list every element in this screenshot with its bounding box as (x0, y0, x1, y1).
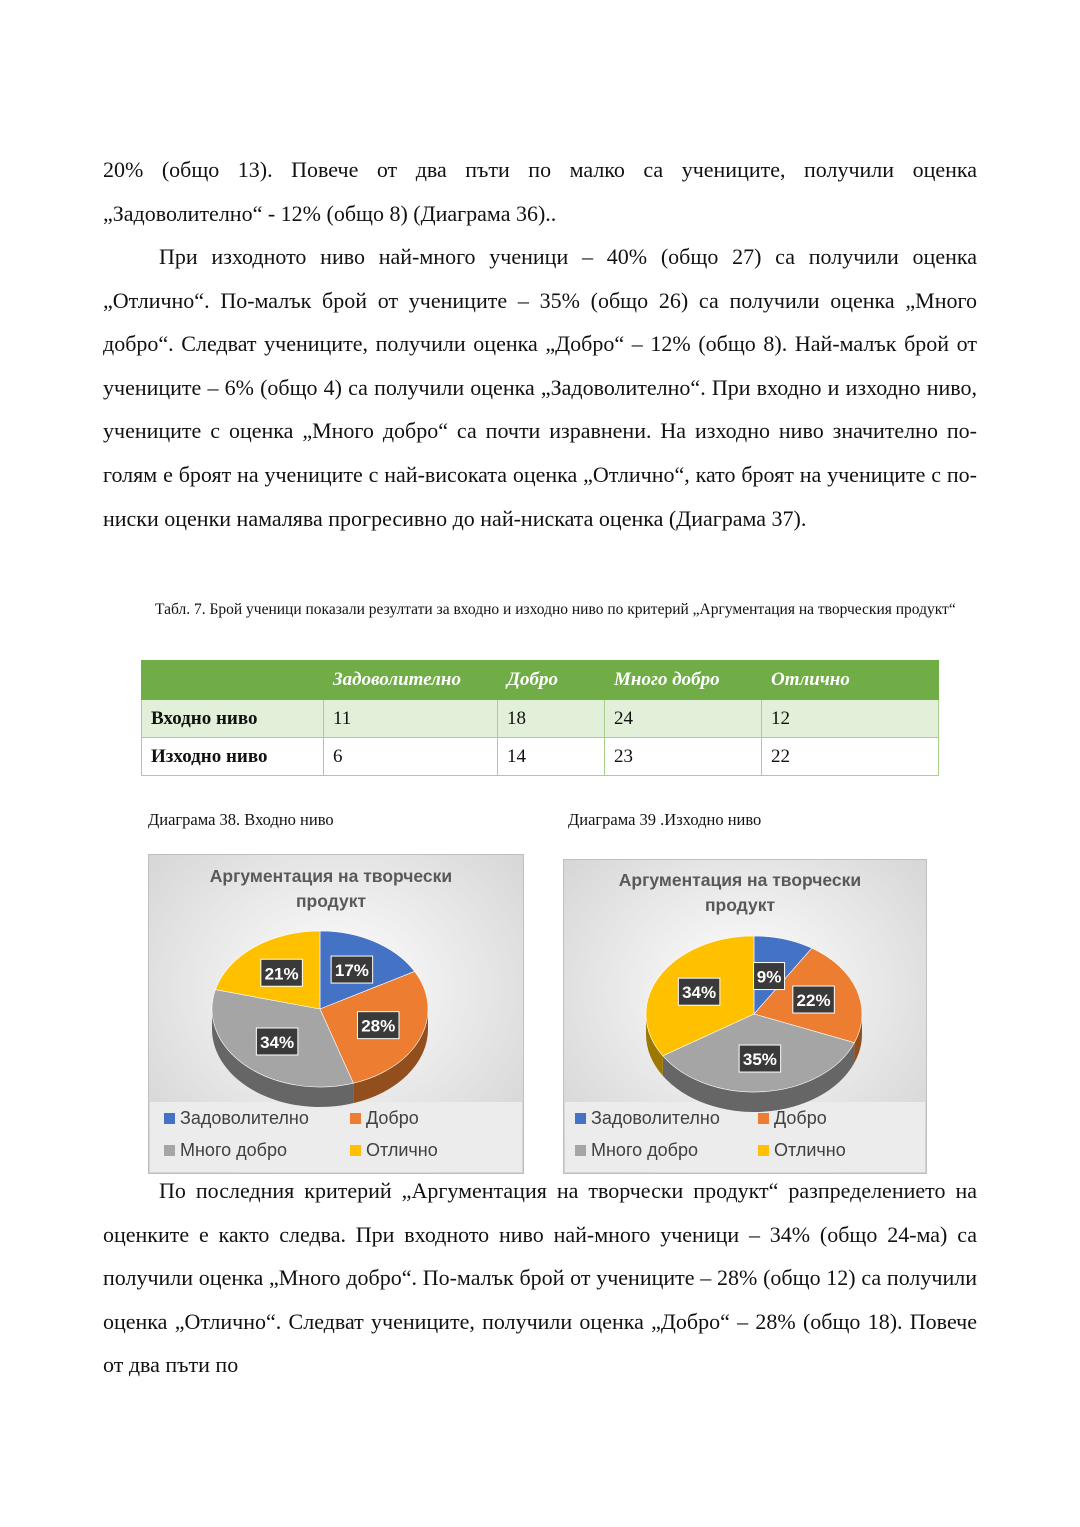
legend-label: Задоволително (180, 1108, 309, 1128)
chart-title-line: продукт (704, 895, 776, 915)
pie-chart-exit-svg (563, 859, 927, 1174)
pie-chart-entry-svg (148, 854, 524, 1174)
data-label-satisfactory (754, 963, 785, 990)
table-caption: Табл. 7. Брой ученици показали резултати за входно и изходно ниво по критерий „Аргументация на творческия продукт“ (155, 601, 956, 618)
data-label-text: 17% (334, 961, 369, 981)
legend-swatch (575, 1113, 586, 1124)
pie-chart-exit-level (563, 859, 927, 1174)
chart-title-line: Аргументация на творчески (618, 870, 862, 890)
diagram-39-caption: Диаграма 39 .Изходно ниво (568, 810, 762, 829)
pie-chart-entry-level (148, 854, 524, 1174)
data-label-satisfactory (331, 956, 373, 983)
legend-item-very_good (575, 1140, 698, 1160)
table-header-cell: Много добро (605, 661, 762, 700)
data-label-good (793, 986, 835, 1013)
legend-swatch (164, 1145, 175, 1156)
data-label-very_good (739, 1045, 781, 1072)
pie-top (212, 931, 428, 1087)
paragraph-last-criterion: По последния критерий „Аргументация на творчески продукт“ разпределението на оценките е както следва. При входното ниво най-много ученици – 34% (общо 24-ма) са получили оценка „Много добро“. По-малък брой от учениците – 28% (общо 12) са получили оценка „Отлично“. Следват учениците, получили оценка „Добро“ – 28% (общо 18). Повече от два пъти по (103, 1178, 977, 1378)
table-cell: 11 (324, 700, 498, 738)
table-row (142, 700, 939, 738)
data-label-text: 9% (756, 967, 782, 987)
legend-item-very_good (164, 1140, 287, 1160)
data-label-excellent (261, 959, 303, 986)
row-label: Изходно ниво (142, 738, 324, 776)
legend-label: Добро (366, 1108, 419, 1128)
data-label-text: 22% (796, 991, 831, 1011)
table-header-cell: Задоволително (324, 661, 498, 700)
legend-item-satisfactory (575, 1108, 720, 1128)
table-cell: 12 (762, 700, 939, 738)
table-cell: 22 (762, 738, 939, 776)
data-label-text: 21% (264, 964, 299, 984)
legend-swatch (164, 1113, 175, 1124)
legend-label: Отлично (366, 1140, 438, 1160)
legend-item-satisfactory (164, 1108, 309, 1128)
chart-title-line: продукт (295, 891, 367, 911)
legend-swatch (350, 1145, 361, 1156)
legend-swatch (758, 1145, 769, 1156)
data-label-text: 34% (682, 983, 717, 1003)
legend-label: Задоволително (591, 1108, 720, 1128)
legend-swatch (575, 1145, 586, 1156)
data-label-text: 35% (742, 1050, 777, 1070)
legend-label: Много добро (180, 1140, 287, 1160)
data-label-very_good (256, 1028, 298, 1055)
table-header-cell (142, 661, 324, 700)
table-row (142, 738, 939, 776)
table-cell: 18 (498, 700, 605, 738)
data-label-good (357, 1012, 399, 1039)
legend-label: Много добро (591, 1140, 698, 1160)
data-label-excellent (678, 978, 720, 1005)
legend-label: Добро (774, 1108, 827, 1128)
table-header-row (142, 661, 939, 700)
legend-swatch (758, 1113, 769, 1124)
data-label-text: 28% (361, 1016, 396, 1036)
diagram-38-caption: Диаграма 38. Входно ниво (148, 810, 334, 829)
table-header-cell: Добро (498, 661, 605, 700)
table-cell: 6 (324, 738, 498, 776)
paragraph-exit-level: При изходното ниво най-много ученици – 40% (общо 27) са получили оценка „Отлично“. По-малък брой от учениците – 35% (общо 26) са получили оценка „Много добро“. Следват учениците, получили оценка „Добро“ – 12% (общо 8). Най-малък брой от учениците – 6% (общо 4) са получили оценка „Задоволително“. При входно и изходно ниво, учениците с оценка „Много добро“ са почти изравнени. На изходно ниво значително по-голям е броят на учениците с най-високата оценка „Отлично“, като броят на учениците с по-ниски оценки намалява прогресивно до най-ниската оценка (Диаграма 37). (103, 244, 977, 531)
row-label: Входно ниво (142, 700, 324, 738)
table-cell: 14 (498, 738, 605, 776)
results-table (141, 660, 939, 776)
table-header-cell: Отлично (762, 661, 939, 700)
legend-label: Отлично (774, 1140, 846, 1160)
legend-swatch (350, 1113, 361, 1124)
table-cell: 23 (605, 738, 762, 776)
table-cell: 24 (605, 700, 762, 738)
paragraph-intro: 20% (общо 13). Повече от два пъти по малко са учениците, получили оценка „Задоволително“ - 12% (общо 8) (Диаграма 36).. (103, 157, 977, 226)
chart-title-line: Аргументация на творчески (209, 866, 453, 886)
data-label-text: 34% (260, 1032, 295, 1052)
